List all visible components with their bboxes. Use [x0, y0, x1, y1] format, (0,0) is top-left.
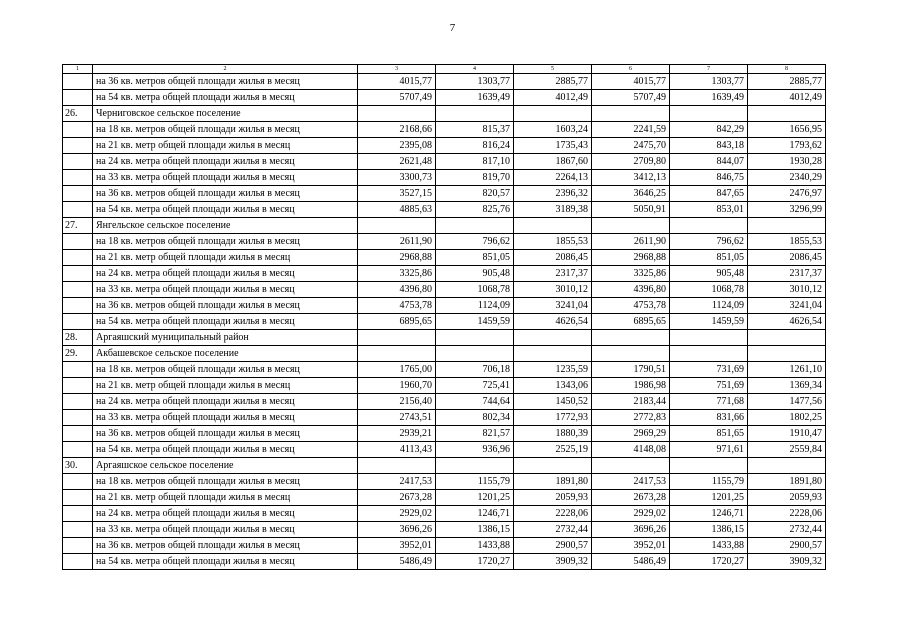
- value-cell: 4753,78: [358, 298, 436, 314]
- table-row: [63, 378, 826, 394]
- value-cell: 1459,59: [670, 314, 748, 330]
- value-cell: 3909,32: [748, 554, 826, 570]
- value-cell: 2929,02: [358, 506, 436, 522]
- value-cell: 4012,49: [514, 90, 592, 106]
- value-cell: 3646,25: [592, 186, 670, 202]
- value-cell: 819,70: [436, 170, 514, 186]
- value-cell: 1986,98: [592, 378, 670, 394]
- value-cell: 1246,71: [670, 506, 748, 522]
- table-row: [63, 554, 826, 570]
- value-cell: 831,66: [670, 410, 748, 426]
- value-cell: 1735,43: [514, 138, 592, 154]
- value-cell: 1246,71: [436, 506, 514, 522]
- value-cell: 843,18: [670, 138, 748, 154]
- value-cell: 2900,57: [748, 538, 826, 554]
- value-cell: 2559,84: [748, 442, 826, 458]
- value-cell: 2939,21: [358, 426, 436, 442]
- value-cell: 2743,51: [358, 410, 436, 426]
- value-cell: 4396,80: [358, 282, 436, 298]
- row-label: на 36 кв. метров общей площади жилья в месяц: [93, 74, 358, 90]
- value-cell: 1201,25: [670, 490, 748, 506]
- row-label: на 33 кв. метра общей площади жилья в месяц: [93, 170, 358, 186]
- page-number: 7: [449, 22, 456, 34]
- value-cell: [748, 330, 826, 346]
- value-cell: 3527,15: [358, 186, 436, 202]
- value-cell: 1720,27: [670, 554, 748, 570]
- value-cell: 1867,60: [514, 154, 592, 170]
- row-index: 28.: [63, 330, 93, 346]
- value-cell: 796,62: [436, 234, 514, 250]
- row-label: на 24 кв. метра общей площади жилья в месяц: [93, 266, 358, 282]
- value-cell: 3241,04: [514, 298, 592, 314]
- value-cell: 1910,47: [748, 426, 826, 442]
- row-index: [63, 186, 93, 202]
- row-index: [63, 378, 93, 394]
- value-cell: 4012,49: [748, 90, 826, 106]
- value-cell: 744,64: [436, 394, 514, 410]
- column-number: 7: [670, 65, 748, 74]
- value-cell: 2476,97: [748, 186, 826, 202]
- row-label: на 54 кв. метра общей площади жилья в месяц: [93, 442, 358, 458]
- row-label: Аргаяшское сельское поселение: [93, 458, 358, 474]
- value-cell: 1261,10: [748, 362, 826, 378]
- table-row: [63, 266, 826, 282]
- row-label: на 24 кв. метра общей площади жилья в месяц: [93, 154, 358, 170]
- value-cell: 1450,52: [514, 394, 592, 410]
- value-cell: 706,18: [436, 362, 514, 378]
- table-row: [63, 346, 826, 362]
- table-row: [63, 90, 826, 106]
- value-cell: 2709,80: [592, 154, 670, 170]
- row-label: на 54 кв. метра общей площади жилья в месяц: [93, 90, 358, 106]
- value-cell: [514, 106, 592, 122]
- value-cell: 853,01: [670, 202, 748, 218]
- value-cell: [358, 458, 436, 474]
- value-cell: 4113,43: [358, 442, 436, 458]
- row-index: [63, 538, 93, 554]
- table-row: [63, 250, 826, 266]
- value-cell: 5486,49: [592, 554, 670, 570]
- value-cell: 1068,78: [436, 282, 514, 298]
- table-row: [63, 474, 826, 490]
- value-cell: [358, 330, 436, 346]
- value-cell: [592, 346, 670, 362]
- value-cell: 4626,54: [748, 314, 826, 330]
- value-cell: [592, 458, 670, 474]
- row-label: на 18 кв. метров общей площади жилья в месяц: [93, 474, 358, 490]
- row-index: [63, 138, 93, 154]
- row-index: 26.: [63, 106, 93, 122]
- value-cell: 847,65: [670, 186, 748, 202]
- row-index: [63, 474, 93, 490]
- value-cell: 2673,28: [358, 490, 436, 506]
- value-cell: 2395,08: [358, 138, 436, 154]
- row-index: 29.: [63, 346, 93, 362]
- value-cell: 815,37: [436, 122, 514, 138]
- value-cell: 1790,51: [592, 362, 670, 378]
- value-cell: 1891,80: [748, 474, 826, 490]
- value-cell: 1386,15: [670, 522, 748, 538]
- row-label: на 54 кв. метра общей площади жилья в месяц: [93, 202, 358, 218]
- table-row: [63, 202, 826, 218]
- table-row: [63, 122, 826, 138]
- value-cell: 1639,49: [670, 90, 748, 106]
- value-cell: 2673,28: [592, 490, 670, 506]
- value-cell: [748, 458, 826, 474]
- row-index: [63, 282, 93, 298]
- value-cell: 1793,62: [748, 138, 826, 154]
- value-cell: 816,24: [436, 138, 514, 154]
- row-label: на 33 кв. метра общей площади жилья в месяц: [93, 410, 358, 426]
- row-index: [63, 90, 93, 106]
- table-row: [63, 106, 826, 122]
- value-cell: [670, 330, 748, 346]
- value-cell: 1303,77: [436, 74, 514, 90]
- table-row: [63, 490, 826, 506]
- row-label: на 33 кв. метра общей площади жилья в месяц: [93, 522, 358, 538]
- table-row: [63, 282, 826, 298]
- row-label: Черниговское сельское поселение: [93, 106, 358, 122]
- value-cell: 1433,88: [436, 538, 514, 554]
- value-cell: 4396,80: [592, 282, 670, 298]
- value-cell: 2168,66: [358, 122, 436, 138]
- value-cell: 2621,48: [358, 154, 436, 170]
- column-number: 2: [93, 65, 358, 74]
- row-index: [63, 154, 93, 170]
- value-cell: 2086,45: [748, 250, 826, 266]
- value-cell: 842,29: [670, 122, 748, 138]
- table-row: [63, 458, 826, 474]
- value-cell: 4753,78: [592, 298, 670, 314]
- table-row: [63, 170, 826, 186]
- value-cell: 3696,26: [358, 522, 436, 538]
- value-cell: 1343,06: [514, 378, 592, 394]
- row-label: на 18 кв. метров общей площади жилья в месяц: [93, 234, 358, 250]
- value-cell: 5486,49: [358, 554, 436, 570]
- value-cell: 1603,24: [514, 122, 592, 138]
- table-row: [63, 506, 826, 522]
- table-row: [63, 154, 826, 170]
- table-row: [63, 298, 826, 314]
- row-index: [63, 490, 93, 506]
- value-cell: 725,41: [436, 378, 514, 394]
- row-index: [63, 442, 93, 458]
- table-row: [63, 186, 826, 202]
- value-cell: 4015,77: [358, 74, 436, 90]
- value-cell: 6895,65: [358, 314, 436, 330]
- value-cell: 2086,45: [514, 250, 592, 266]
- value-cell: 1201,25: [436, 490, 514, 506]
- value-cell: 5050,91: [592, 202, 670, 218]
- column-number: 6: [592, 65, 670, 74]
- value-cell: 2969,29: [592, 426, 670, 442]
- row-index: [63, 74, 93, 90]
- table-row: [63, 394, 826, 410]
- row-index: [63, 362, 93, 378]
- table-row: [63, 426, 826, 442]
- value-cell: 820,57: [436, 186, 514, 202]
- value-cell: [436, 106, 514, 122]
- value-cell: [358, 218, 436, 234]
- value-cell: 5707,49: [592, 90, 670, 106]
- value-cell: 1155,79: [670, 474, 748, 490]
- table-row: [63, 74, 826, 90]
- row-index: 30.: [63, 458, 93, 474]
- value-cell: 4626,54: [514, 314, 592, 330]
- value-cell: 905,48: [436, 266, 514, 282]
- value-cell: [514, 346, 592, 362]
- value-cell: 1155,79: [436, 474, 514, 490]
- row-index: [63, 314, 93, 330]
- value-cell: 817,10: [436, 154, 514, 170]
- value-cell: 1765,00: [358, 362, 436, 378]
- row-index: [63, 506, 93, 522]
- value-cell: [670, 106, 748, 122]
- value-cell: 971,61: [670, 442, 748, 458]
- column-number-row: [63, 65, 826, 74]
- value-cell: [514, 218, 592, 234]
- table-body: [63, 65, 826, 570]
- table-row: [63, 538, 826, 554]
- value-cell: 821,57: [436, 426, 514, 442]
- value-cell: 3010,12: [748, 282, 826, 298]
- value-cell: 846,75: [670, 170, 748, 186]
- table-row: [63, 330, 826, 346]
- row-label: Акбашевское сельское поселение: [93, 346, 358, 362]
- value-cell: 1433,88: [670, 538, 748, 554]
- value-cell: 2183,44: [592, 394, 670, 410]
- value-cell: 1639,49: [436, 90, 514, 106]
- value-cell: 1124,09: [670, 298, 748, 314]
- row-label: на 54 кв. метра общей площади жилья в месяц: [93, 554, 358, 570]
- value-cell: 3241,04: [748, 298, 826, 314]
- value-cell: 2417,53: [592, 474, 670, 490]
- value-cell: 825,76: [436, 202, 514, 218]
- value-cell: [748, 346, 826, 362]
- value-cell: [358, 346, 436, 362]
- value-cell: 2059,93: [514, 490, 592, 506]
- column-number: 3: [358, 65, 436, 74]
- table-row: [63, 234, 826, 250]
- value-cell: 4885,63: [358, 202, 436, 218]
- value-cell: 802,34: [436, 410, 514, 426]
- row-index: [63, 554, 93, 570]
- column-number: 1: [63, 65, 93, 74]
- value-cell: 2772,83: [592, 410, 670, 426]
- value-cell: 1459,59: [436, 314, 514, 330]
- row-label: на 18 кв. метров общей площади жилья в месяц: [93, 122, 358, 138]
- value-cell: 3412,13: [592, 170, 670, 186]
- value-cell: 1386,15: [436, 522, 514, 538]
- row-label: на 33 кв. метра общей площади жилья в месяц: [93, 282, 358, 298]
- value-cell: [514, 458, 592, 474]
- value-cell: 2228,06: [748, 506, 826, 522]
- value-cell: [436, 346, 514, 362]
- value-cell: 2241,59: [592, 122, 670, 138]
- value-cell: 1891,80: [514, 474, 592, 490]
- value-cell: 2264,13: [514, 170, 592, 186]
- value-cell: 844,07: [670, 154, 748, 170]
- value-cell: 1930,28: [748, 154, 826, 170]
- value-cell: 751,69: [670, 378, 748, 394]
- value-cell: 1235,59: [514, 362, 592, 378]
- value-cell: 2317,37: [514, 266, 592, 282]
- value-cell: [748, 106, 826, 122]
- value-cell: 1369,34: [748, 378, 826, 394]
- column-number: 5: [514, 65, 592, 74]
- value-cell: 1068,78: [670, 282, 748, 298]
- table-row: [63, 218, 826, 234]
- row-label: на 21 кв. метр общей площади жилья в месяц: [93, 250, 358, 266]
- value-cell: [748, 218, 826, 234]
- row-index: [63, 426, 93, 442]
- value-cell: [436, 330, 514, 346]
- table-row: [63, 410, 826, 426]
- row-label: на 36 кв. метров общей площади жилья в месяц: [93, 538, 358, 554]
- row-index: [63, 250, 93, 266]
- value-cell: 1855,53: [748, 234, 826, 250]
- value-cell: 2885,77: [748, 74, 826, 90]
- value-cell: 771,68: [670, 394, 748, 410]
- value-cell: [358, 106, 436, 122]
- value-cell: [514, 330, 592, 346]
- row-index: 27.: [63, 218, 93, 234]
- row-label: на 24 кв. метра общей площади жилья в месяц: [93, 394, 358, 410]
- value-cell: 3010,12: [514, 282, 592, 298]
- value-cell: 4148,08: [592, 442, 670, 458]
- value-cell: 1960,70: [358, 378, 436, 394]
- value-cell: 2611,90: [592, 234, 670, 250]
- value-cell: 1880,39: [514, 426, 592, 442]
- value-cell: 2968,88: [592, 250, 670, 266]
- row-index: [63, 266, 93, 282]
- table-row: [63, 522, 826, 538]
- value-cell: 796,62: [670, 234, 748, 250]
- value-cell: 3696,26: [592, 522, 670, 538]
- row-label: Янгельское сельское поселение: [93, 218, 358, 234]
- column-number: 8: [748, 65, 826, 74]
- value-cell: 2475,70: [592, 138, 670, 154]
- table-row: [63, 314, 826, 330]
- value-cell: [436, 458, 514, 474]
- value-cell: 2900,57: [514, 538, 592, 554]
- row-label: Аргаяшский муниципальный район: [93, 330, 358, 346]
- value-cell: 731,69: [670, 362, 748, 378]
- value-cell: 3952,01: [592, 538, 670, 554]
- table-row: [63, 138, 826, 154]
- value-cell: [592, 218, 670, 234]
- value-cell: 1477,56: [748, 394, 826, 410]
- row-index: [63, 170, 93, 186]
- value-cell: 905,48: [670, 266, 748, 282]
- value-cell: 851,05: [436, 250, 514, 266]
- column-number: 4: [436, 65, 514, 74]
- row-label: на 21 кв. метр общей площади жилья в месяц: [93, 490, 358, 506]
- row-label: на 21 кв. метр общей площади жилья в месяц: [93, 378, 358, 394]
- value-cell: 2525,19: [514, 442, 592, 458]
- value-cell: 1802,25: [748, 410, 826, 426]
- value-cell: 3325,86: [358, 266, 436, 282]
- value-cell: 936,96: [436, 442, 514, 458]
- value-cell: 2396,32: [514, 186, 592, 202]
- value-cell: 1124,09: [436, 298, 514, 314]
- row-label: на 36 кв. метров общей площади жилья в месяц: [93, 186, 358, 202]
- tariff-table: [62, 64, 826, 570]
- value-cell: [592, 330, 670, 346]
- value-cell: [670, 458, 748, 474]
- table-row: [63, 362, 826, 378]
- value-cell: 2059,93: [748, 490, 826, 506]
- value-cell: 3296,99: [748, 202, 826, 218]
- value-cell: 4015,77: [592, 74, 670, 90]
- row-index: [63, 394, 93, 410]
- row-index: [63, 122, 93, 138]
- value-cell: 2417,53: [358, 474, 436, 490]
- row-index: [63, 298, 93, 314]
- row-label: на 54 кв. метра общей площади жилья в месяц: [93, 314, 358, 330]
- value-cell: 2611,90: [358, 234, 436, 250]
- value-cell: 1772,93: [514, 410, 592, 426]
- value-cell: 1855,53: [514, 234, 592, 250]
- value-cell: 2340,29: [748, 170, 826, 186]
- row-index: [63, 234, 93, 250]
- value-cell: 1656,95: [748, 122, 826, 138]
- value-cell: 2968,88: [358, 250, 436, 266]
- value-cell: 2317,37: [748, 266, 826, 282]
- value-cell: [592, 106, 670, 122]
- value-cell: 3325,86: [592, 266, 670, 282]
- row-label: на 36 кв. метров общей площади жилья в месяц: [93, 426, 358, 442]
- row-index: [63, 410, 93, 426]
- value-cell: 3300,73: [358, 170, 436, 186]
- value-cell: 2156,40: [358, 394, 436, 410]
- value-cell: 2929,02: [592, 506, 670, 522]
- row-label: на 18 кв. метров общей площади жилья в месяц: [93, 362, 358, 378]
- value-cell: 2228,06: [514, 506, 592, 522]
- row-index: [63, 522, 93, 538]
- value-cell: [670, 346, 748, 362]
- row-label: на 21 кв. метр общей площади жилья в месяц: [93, 138, 358, 154]
- value-cell: 2732,44: [748, 522, 826, 538]
- value-cell: 3909,32: [514, 554, 592, 570]
- value-cell: 6895,65: [592, 314, 670, 330]
- row-label: на 24 кв. метра общей площади жилья в месяц: [93, 506, 358, 522]
- value-cell: 2885,77: [514, 74, 592, 90]
- value-cell: 3189,38: [514, 202, 592, 218]
- value-cell: 1720,27: [436, 554, 514, 570]
- value-cell: 2732,44: [514, 522, 592, 538]
- value-cell: [670, 218, 748, 234]
- value-cell: 851,05: [670, 250, 748, 266]
- value-cell: 3952,01: [358, 538, 436, 554]
- row-label: на 36 кв. метров общей площади жилья в месяц: [93, 298, 358, 314]
- value-cell: 1303,77: [670, 74, 748, 90]
- row-index: [63, 202, 93, 218]
- value-cell: [436, 218, 514, 234]
- table-row: [63, 442, 826, 458]
- value-cell: 851,65: [670, 426, 748, 442]
- value-cell: 5707,49: [358, 90, 436, 106]
